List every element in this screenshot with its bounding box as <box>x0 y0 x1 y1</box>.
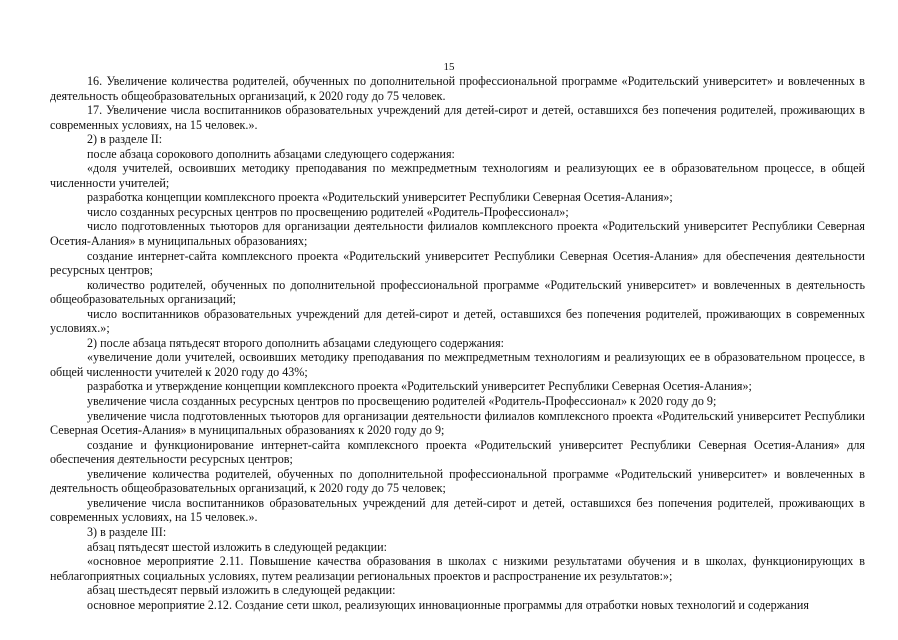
paragraph-list-item: число воспитанников образовательных учреждений для детей-сирот и детей, оставшихся без попечения родителей, проживающих в современных условиях.»; <box>50 306 865 336</box>
paragraph-list-item: число подготовленных тьюторов для организации деятельности филиалов комплексного проекта «Родительский университет Республики Северная Осетия-Алания» в муниципальных образованиях; <box>50 219 865 249</box>
paragraph-item-16: 16. Увеличение количества родителей, обученных по дополнительной профессиональной программе «Родительский университет» и вовлеченных в деятельность общеобразовательных организаций, к 2020 году до 75 человек. <box>50 74 865 103</box>
paragraph-instruction: абзац пятьдесят шестой изложить в следующей редакции: <box>87 539 387 554</box>
paragraph-section-3-heading: 3) в разделе III: <box>87 524 167 539</box>
paragraph-list-item: увеличение количества родителей, обученных по дополнительной профессиональной программе «Родительский университет» и вовлеченных в деятельность общеобразовательных организаций, к 2020 году до 75 человек; <box>50 466 865 496</box>
paragraph-list-item: увеличение числа воспитанников образовательных учреждений для детей-сирот и детей, оставшихся без попечения родителей, проживающих в современных условиях, на 15 человек.». <box>50 495 865 525</box>
paragraph-list-item: число созданных ресурсных центров по просвещению родителей «Родитель-Профессионал»; <box>87 204 569 219</box>
paragraph-list-item: разработка концепции комплексного проекта «Родительский университет Республики Северная Осетия-Алания»; <box>87 190 673 205</box>
paragraph-list-item: разработка и утверждение концепции комплексного проекта «Родительский университет Республики Северная Осетия-Алания»; <box>87 379 752 394</box>
page-number: 15 <box>443 61 455 73</box>
paragraph-list-item: увеличение числа созданных ресурсных центров по просвещению родителей «Родитель-Профессионал» к 2020 году до 9; <box>87 394 717 409</box>
paragraph-list-item: создание и функционирование интернет-сайта комплексного проекта «Родительский университет Республики Северная Осетия-Алания» для обеспечения деятельности ресурсных центров; <box>50 437 865 467</box>
paragraph-instruction: после абзаца сорокового дополнить абзацами следующего содержания: <box>87 146 455 161</box>
paragraph-list-item: «доля учителей, освоивших методику преподавания по межпредметным технологиям и реализующих ее в образовательном процессе, в общей численности учителей; <box>50 161 865 190</box>
paragraph-section-2-heading: 2) в разделе II: <box>87 132 163 147</box>
paragraph-list-item: создание интернет-сайта комплексного проекта «Родительский университет Республики Северная Осетия-Алания» для обеспечения деятельности ресурсных центров; <box>50 248 865 278</box>
paragraph-list-item: увеличение числа подготовленных тьюторов для организации деятельности филиалов комплексного проекта «Родительский университет Республики Северная Осетия-Алания» в муниципальных образованиях к 2020 году до 9; <box>50 408 865 438</box>
paragraph-item-17: 17. Увеличение числа воспитанников образовательных учреждений для детей-сирот и детей, оставшихся без попечения родителей, проживающих в современных условиях, на 15 человек.». <box>50 103 865 132</box>
paragraph-list-item: «увеличение доли учителей, освоивших методику преподавания по межпредметным технологиям и реализующих ее в образовательном процессе, в общей численности учителей к 2020 году до 43%; <box>50 350 865 379</box>
paragraph-list-item: основное мероприятие 2.12. Создание сети школ, реализующих инновационные программы для отработки новых технологий и содержания <box>87 597 809 612</box>
paragraph-list-item: «основное мероприятие 2.11. Повышение качества образования в школах с низкими результатами обучения и в школах, функционирующих в неблагоприятных социальных условиях, путем реализации региональных проектов и распространение их результатов:»; <box>50 554 865 583</box>
paragraph-instruction: абзац шестьдесят первый изложить в следующей редакции: <box>87 583 396 598</box>
paragraph-list-item: количество родителей, обученных по дополнительной профессиональной программе «Родительский университет» и вовлеченных в деятельность общеобразовательных организаций; <box>50 277 865 307</box>
paragraph-instruction: 2) после абзаца пятьдесят второго дополнить абзацами следующего содержания: <box>87 335 505 350</box>
document-body <box>50 74 865 612</box>
